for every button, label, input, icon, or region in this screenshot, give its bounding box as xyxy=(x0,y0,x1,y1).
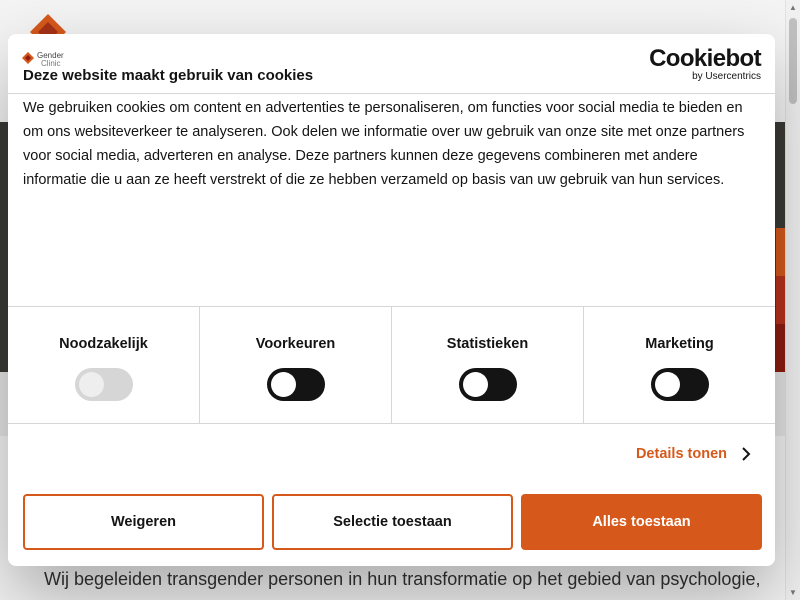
cookiebot-name: Cookiebot xyxy=(649,45,761,72)
deny-button[interactable]: Weigeren xyxy=(23,494,264,550)
show-details-link[interactable] xyxy=(636,446,751,462)
side-tab[interactable] xyxy=(776,228,785,276)
brand-line-2: Clinic xyxy=(41,59,61,68)
category-label: Marketing xyxy=(645,336,714,352)
scroll-up-icon[interactable]: ▲ xyxy=(789,3,797,12)
cookiebot-logo[interactable] xyxy=(649,46,761,82)
gender-clinic-logo xyxy=(22,52,64,68)
dialog-title: Deze website maakt gebruik van cookies xyxy=(23,67,314,84)
show-details-label: Details tonen xyxy=(635,446,727,462)
scroll-thumb[interactable] xyxy=(789,18,797,104)
category-label: Statistieken xyxy=(446,336,529,352)
cookie-consent-dialog xyxy=(8,34,775,566)
category-necessary xyxy=(8,307,200,423)
brand-line-1: Gender xyxy=(37,51,64,60)
preferences-toggle[interactable] xyxy=(267,368,325,401)
cookiebot-byline: by Usercentrics xyxy=(692,71,761,82)
side-tabs[interactable] xyxy=(776,228,785,372)
dialog-description: We gebruiken cookies om content en advertenties te personaliseren, om functies voor social media te bieden en om ons websiteverkeer te analyseren. Ook delen we informatie over uw gebruik van onze site met onze partners voor social media, adverteren en analyse. Deze partners kunnen deze gegevens combineren met andere informatie die u aan ze heeft verstrekt of die ze hebben verzameld op basis van uw gebruik van hun services. xyxy=(23,100,745,188)
category-label: Voorkeuren xyxy=(255,336,336,352)
dialog-header xyxy=(8,34,775,94)
consent-categories xyxy=(8,306,775,424)
side-tab[interactable] xyxy=(776,324,785,372)
category-label: Noodzakelijk xyxy=(59,336,148,352)
necessary-toggle xyxy=(75,368,133,401)
category-preferences xyxy=(200,307,392,423)
scroll-down-icon[interactable]: ▼ xyxy=(789,588,797,597)
page-body-text: Wij begeleiden transgender personen in hun transformatie op het gebied van psychologie, xyxy=(44,569,761,589)
dialog-actions xyxy=(23,494,762,550)
allow-selection-button[interactable]: Selectie toestaan xyxy=(272,494,513,550)
statistics-toggle[interactable] xyxy=(459,368,517,401)
side-tab[interactable] xyxy=(776,276,785,324)
gender-clinic-logo-icon xyxy=(22,52,34,64)
category-marketing xyxy=(584,307,775,423)
scrollbar[interactable] xyxy=(785,0,800,600)
marketing-toggle[interactable] xyxy=(651,368,709,401)
allow-all-button[interactable]: Alles toestaan xyxy=(521,494,762,550)
category-statistics xyxy=(392,307,584,423)
chevron-right-icon xyxy=(741,446,751,462)
